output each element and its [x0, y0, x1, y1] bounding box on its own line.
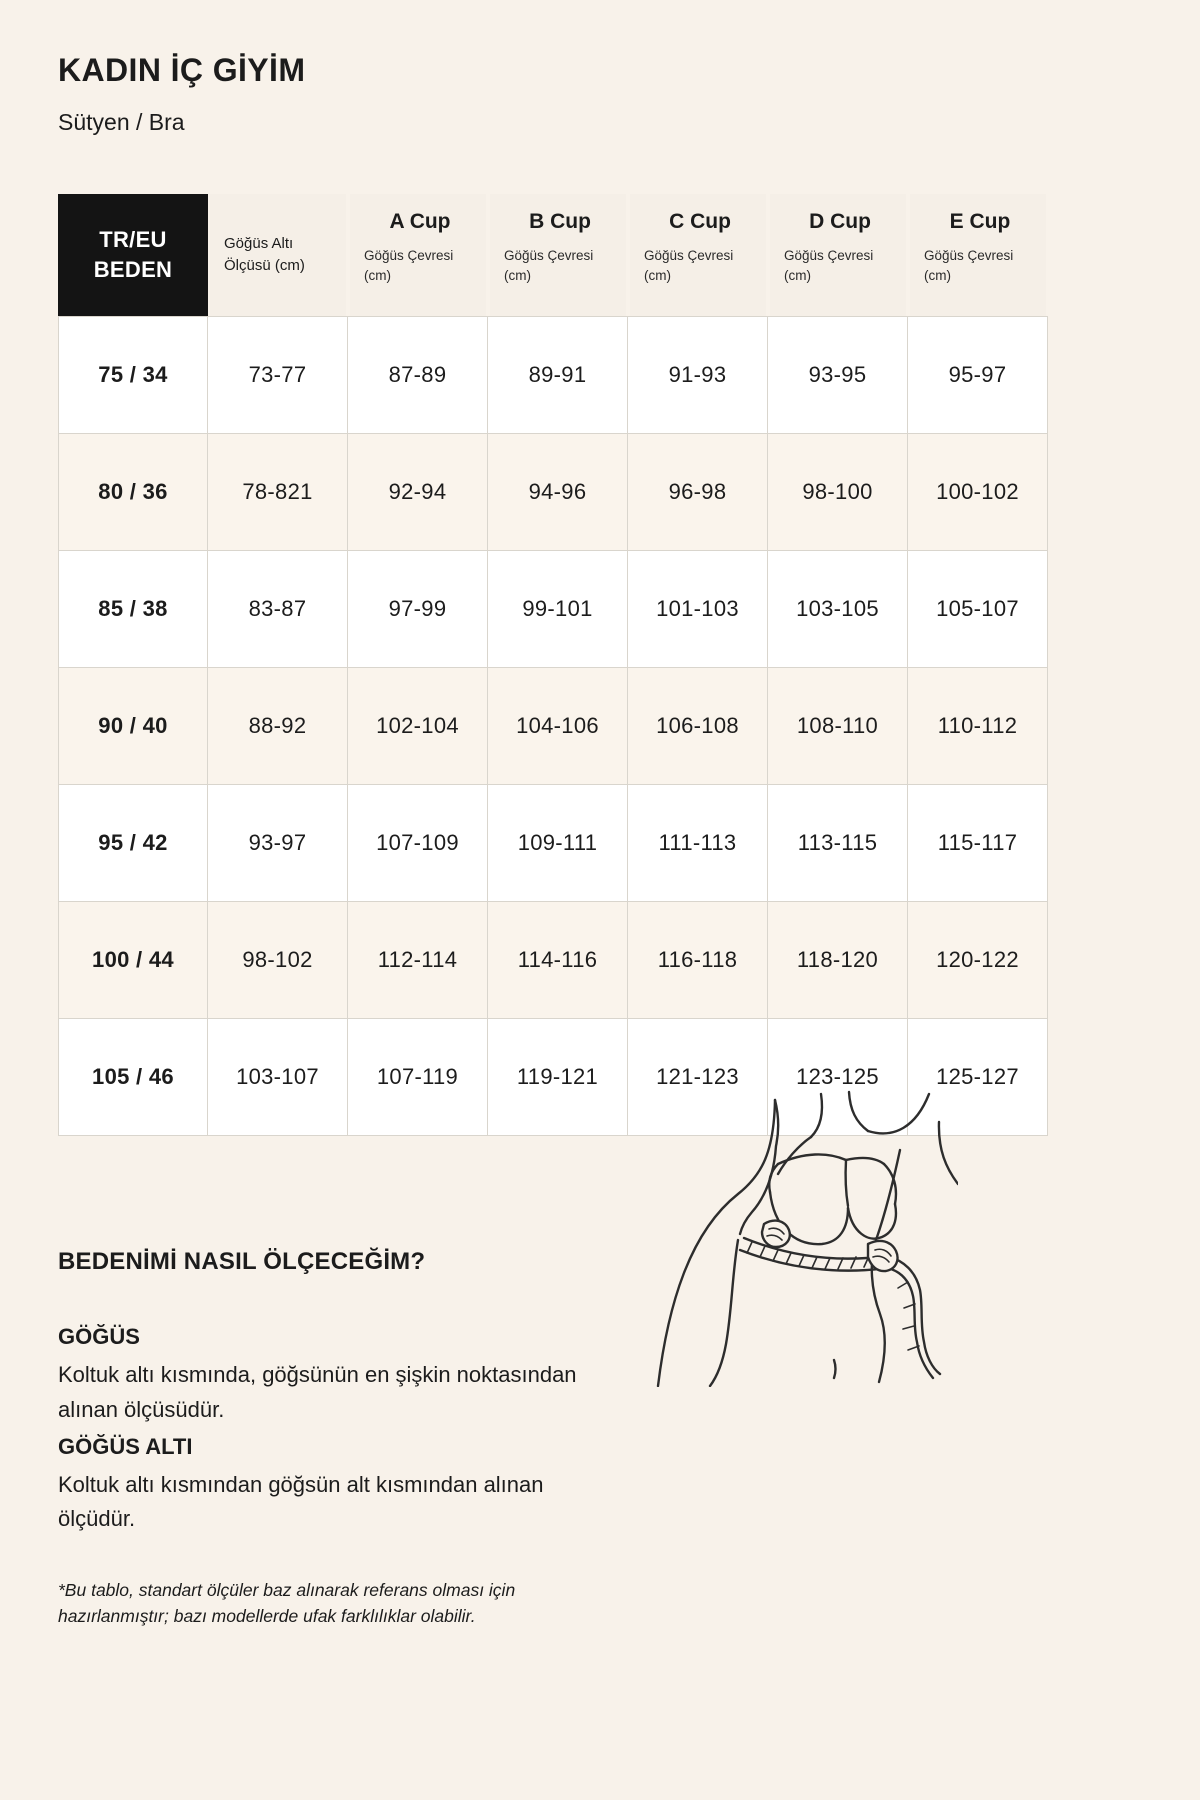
table-cell: 99-101: [488, 551, 628, 667]
cup-header-d: [768, 194, 908, 316]
table-cell: 93-95: [768, 317, 908, 433]
table-cell: 121-123: [628, 1019, 768, 1135]
cup-header-e: [908, 194, 1048, 316]
cup-label: A Cup: [389, 210, 451, 233]
cup-subtitle: Göğüs Çevresi (cm): [924, 248, 1014, 283]
table-cell: 89-91: [488, 317, 628, 433]
guide-section-title-underbust: GÖĞÜS ALTI: [58, 1433, 193, 1459]
table-cell: 107-109: [348, 785, 488, 901]
table-cell: 100-102: [908, 434, 1048, 550]
bra-cup-right-top: [884, 1164, 896, 1204]
table-cell: 92-94: [348, 434, 488, 550]
table-body: [58, 316, 1048, 1136]
table-cell: 110-112: [908, 668, 1048, 784]
guide-footnote: *Bu tablo, standart ölçüler baz alınarak referans olması için hazırlanmıştır; bazı modellerde ufak farklılıklar olabilir.: [58, 1580, 516, 1627]
table-cell: 78-821: [208, 434, 348, 550]
bra-top-edge-left: [778, 1154, 846, 1164]
table-row: [58, 316, 1048, 434]
table-cell: 118-120: [768, 902, 908, 1018]
cup-label: B Cup: [529, 210, 591, 233]
row-size-label: 85 / 38: [58, 551, 208, 667]
neck-line-right: [849, 1092, 868, 1131]
navel-line: [834, 1360, 836, 1378]
bust-measurement-illustration: [628, 1042, 958, 1387]
measuring-guide: [58, 1248, 633, 1630]
table-cell: 106-108: [628, 668, 768, 784]
cup-label: E Cup: [949, 210, 1011, 233]
table-cell: 125-127: [908, 1019, 1048, 1135]
table-cell: 101-103: [628, 551, 768, 667]
table-cell: 88-92: [208, 668, 348, 784]
table-cell: 123-125: [768, 1019, 908, 1135]
tape-end-edge-b: [888, 1268, 933, 1378]
table-cell: 98-102: [208, 902, 348, 1018]
table-cell: 114-116: [488, 902, 628, 1018]
tape-end-edge-a: [886, 1256, 940, 1374]
cup-label: C Cup: [669, 210, 731, 233]
torso-left-side: [710, 1240, 738, 1386]
bra-band-left: [769, 1164, 778, 1192]
bra-size-table: [58, 194, 1048, 1136]
table-cell: 109-111: [488, 785, 628, 901]
table-cell: 107-119: [348, 1019, 488, 1135]
table-cell: 116-118: [628, 902, 768, 1018]
cup-header-b: [488, 194, 628, 316]
page-subtitle: Sütyen / Bra: [58, 109, 185, 135]
hand-left: [762, 1221, 790, 1247]
table-cell: 96-98: [628, 434, 768, 550]
row-size-label: 95 / 42: [58, 785, 208, 901]
arm-right-edge: [939, 1122, 958, 1184]
table-cell: 120-122: [908, 902, 1048, 1018]
page-title: KADIN İÇ GİYİM: [58, 52, 306, 88]
table-cell: 112-114: [348, 902, 488, 1018]
corner-line1: TR/EU: [99, 227, 167, 253]
row-size-label: 90 / 40: [58, 668, 208, 784]
table-cell: 103-105: [768, 551, 908, 667]
guide-section-text-underbust: Koltuk altı kısmından göğsün alt kısmından alınan ölçüdür.: [58, 1471, 544, 1532]
table-cell: 113-115: [768, 785, 908, 901]
table-cell: 98-100: [768, 434, 908, 550]
table-cell: 115-117: [908, 785, 1048, 901]
cup-subtitle: Göğüs Çevresi (cm): [784, 248, 874, 283]
bra-cup-right: [848, 1204, 896, 1239]
table-cell: 87-89: [348, 317, 488, 433]
row-size-label: 100 / 44: [58, 902, 208, 1018]
cup-subtitle: Göğüs Çevresi (cm): [644, 248, 734, 283]
table-cell: 103-107: [208, 1019, 348, 1135]
table-header-row: [58, 194, 1048, 316]
neck-line-left: [811, 1094, 822, 1137]
cup-subtitle: Göğüs Çevresi (cm): [364, 248, 454, 283]
cup-header-c: [628, 194, 768, 316]
table-row: [58, 902, 1048, 1019]
table-cell: 93-97: [208, 785, 348, 901]
table-row: [58, 434, 1048, 551]
guide-section-text-bust: Koltuk altı kısmında, göğsünün en şişkin noktasından alınan ölçüsüdür.: [58, 1362, 577, 1422]
table-row: [58, 551, 1048, 668]
hand-right: [868, 1241, 898, 1271]
table-cell: 102-104: [348, 668, 488, 784]
cup-header-a: [348, 194, 488, 316]
table-cell: 119-121: [488, 1019, 628, 1135]
row-size-label: 80 / 36: [58, 434, 208, 550]
cup-label: D Cup: [809, 210, 871, 233]
table-cell: 104-106: [488, 668, 628, 784]
table-cell: 73-77: [208, 317, 348, 433]
table-cell: 108-110: [768, 668, 908, 784]
table-cell: 91-93: [628, 317, 768, 433]
table-cell: 105-107: [908, 551, 1048, 667]
corner-line2: BEDEN: [93, 257, 173, 282]
cup-subtitle: Göğüs Çevresi (cm): [504, 248, 594, 283]
table-cell: 94-96: [488, 434, 628, 550]
bra-center-gore: [846, 1160, 848, 1206]
underbust-header-cell: Göğüs Altı Ölçüsü (cm): [208, 194, 348, 316]
bra-top-edge-right: [846, 1158, 884, 1164]
guide-heading: BEDENİMİ NASIL ÖLÇECEĞİM?: [58, 1248, 426, 1275]
table-row: [58, 785, 1048, 902]
arm-left-inner: [740, 1100, 778, 1234]
table-cell: 97-99: [348, 551, 488, 667]
table-cell: 95-97: [908, 317, 1048, 433]
table-row: [58, 668, 1048, 785]
table-cell: 111-113: [628, 785, 768, 901]
table-corner-cell: [58, 194, 208, 316]
table-cell: 83-87: [208, 551, 348, 667]
row-size-label: 105 / 46: [58, 1019, 208, 1135]
shoulder-right: [868, 1094, 929, 1133]
guide-section-title-bust: GÖĞÜS: [58, 1324, 140, 1349]
row-size-label: 75 / 34: [58, 317, 208, 433]
